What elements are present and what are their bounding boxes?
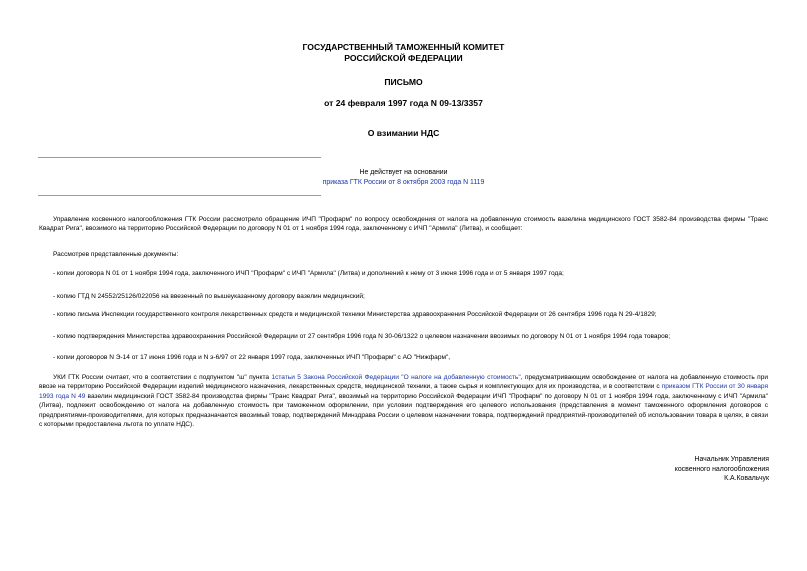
signature-department: косвенного налогообложения [674,465,769,473]
repeal-order-link[interactable]: приказа ГТК России от 8 октября 2003 года N 1119 [322,179,485,186]
status-note: Не действует на основании [359,169,448,176]
doc-date-number: от 24 февраля 1997 года N 09-13/3357 [324,98,483,108]
divider-bottom [38,195,321,196]
intro-paragraph [39,215,768,234]
org-name-line1: ГОСУДАРСТВЕННЫЙ ТАМОЖЕННЫЙ КОМИТЕТ [302,42,505,52]
conclusion-paragraph [39,373,768,429]
doc-list-item: - копию ГТД N 24552/25126/022056 на ввезенный по вышеуказанному договору вазелин медицинский; [53,293,365,300]
docs-heading: Рассмотрев представленные документы: [53,251,179,258]
org-name-line2: РОССИЙСКОЙ ФЕДЕРАЦИИ [344,53,463,63]
divider-top [38,157,321,158]
doc-list-item: - копии договора N 01 от 1 ноября 1994 года, заключенного ИЧП "Профарм" с ИЧП "Армила" (Литва) и дополнений к нему от 3 июня 1996 года и от 5 января 1997 года; [53,270,564,277]
doc-subject: О взимании НДС [367,128,440,138]
doc-list-item: - копию подтверждения Министерства здравоохранения Российской Федерации от 27 сентября 1996 года N 30-06/1322 о целевом назначении ввозимых по договору N 01 от 1 ноября 1994 года товаров; [53,333,671,340]
doc-list-item: - копии договоров N Э-14 от 17 июня 1996 года и N э-6/97 от 22 января 1997 года, заключенных ИЧП "Профарм" с АО "Нижфарм", [53,354,451,361]
intro-text: Управление косвенного налогообложения ГТК России рассмотрело обращение ИЧП "Профарм" по вопросу освобождения от налога на добавленную стоимость вазелина медицинского ГОСТ 3582-84 производства фирмы "Транс Квадрат Рига", ввозимого на территорию Российской Федерации по договору N 01 от 1 ноября 1994 года, заключенному с ИЧП "Армила" (Литва), и сообщает: [39,216,768,233]
signature-position: Начальник Управления [694,456,769,463]
doc-type-title: ПИСЬМО [384,77,423,87]
signature-name: К.А.Ковальчук [724,475,769,483]
vat-law-link[interactable]: 1статьи 5 Закона Российской Федерации "О налоге на добавленную стоимость" [271,374,521,381]
gtk-order-link[interactable]: приказом ГТК России от 30 января 1993 года N 49 [39,383,768,400]
signature-block [675,455,769,484]
doc-list-item: - копию письма Инспекции государственного контроля лекарственных средств и медицинской техники Министерства здравоохранения Российской Федерации от 26 сентября 1996 года N 29-4/1829; [53,311,657,318]
conclusion-text: УКИ ГТК России считает, что в соответствии с подпунктом "ш" пункта 1статьи 5 Закона Российской Федерации "О налоге на добавленную стоимость", предусматривающим освобождение от налога на добавленную стоимость при ввозе на территорию Российской Федерации изделий медицинского назначения, лекарственных средств, медицинской техники, а также сырья и комплектующих для их производства, и в соответствии с приказом ГТК России от 30 января 1993 года N 49 вазелин медицинский ГОСТ 3582-84 производства фирмы "Транс Квадрат Рига", ввозимый на территорию Российской Федерации ИЧП "Профарм" по договору N 01 от 1 ноября 1994 года, заключенному с ИЧП "Армила" (Литва), подлежит освобождению от налога на добавленную стоимость при таможенном оформлении, при условии подтверждения его целевого использования (представления в момент таможенного оформления договоров с предприятиями-производителями, для которых предназначается ввозимый товар, подтверждений Минздрава России о целевом назначении товара, подтверждений предприятий-производителей об использовании товара в целях, в связи с которыми предоставлена льгота по уплате НДС). [39,374,769,429]
status-link-line [0,178,807,188]
